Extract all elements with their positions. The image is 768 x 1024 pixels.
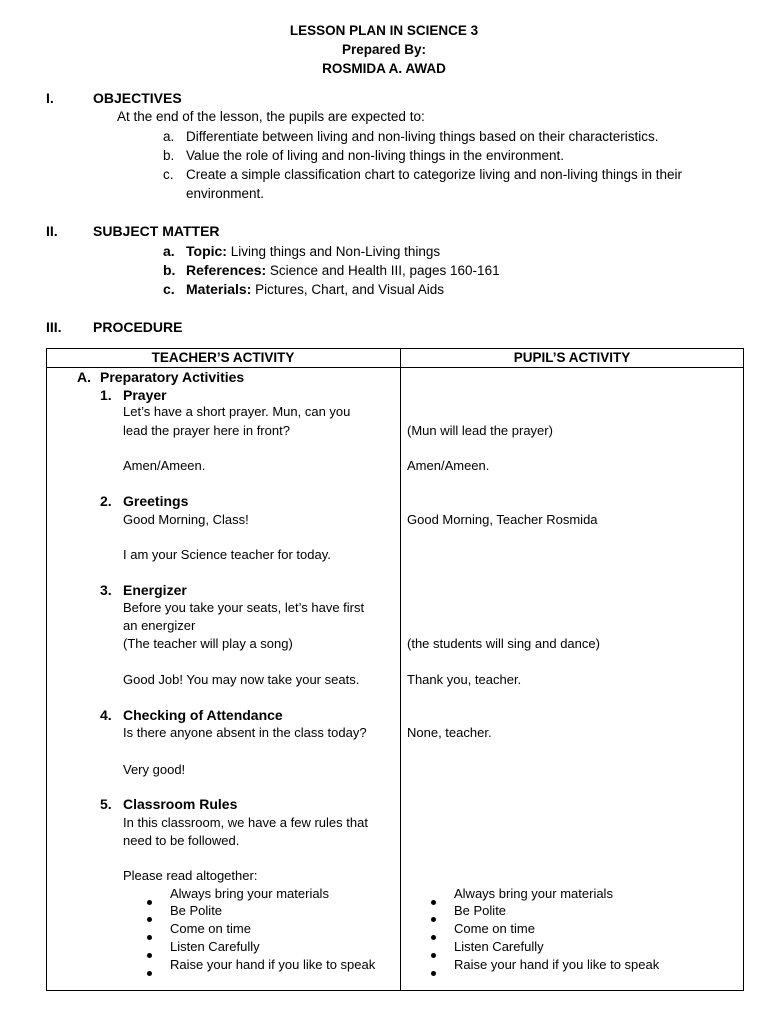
procedure-numeral: III. xyxy=(46,319,62,335)
step-title-energizer: Energizer xyxy=(123,582,187,598)
section-letter: A. xyxy=(77,369,91,385)
rule-item: Listen Carefully xyxy=(170,939,260,954)
pupil-rule-item: Be Polite xyxy=(454,903,507,918)
objective-text: Value the role of living and non-living things in the environment. xyxy=(186,148,564,163)
step-number: 3. xyxy=(100,582,112,598)
step-number: 5. xyxy=(100,796,112,812)
table-header-divider xyxy=(46,367,744,368)
rule-item: Be Polite xyxy=(170,903,223,918)
step-title-attendance: Checking of Attendance xyxy=(123,707,283,723)
subject-item-letter: b. xyxy=(163,262,176,278)
rule-item: Raise your hand if you like to speak xyxy=(170,957,376,972)
step-title-prayer: Prayer xyxy=(123,387,167,403)
prepared-by-label: Prepared By: xyxy=(341,42,427,57)
author-name: ROSMIDA A. AWAD xyxy=(322,61,446,76)
bullet-icon xyxy=(431,963,436,981)
teacher-line: need to be followed. xyxy=(123,833,240,848)
subject-item-label: Topic: xyxy=(186,243,227,259)
teacher-line: an energizer xyxy=(123,618,196,633)
subject-item-label: References: xyxy=(186,262,267,278)
pupil-rule-item: Always bring your materials xyxy=(454,886,613,901)
rule-item: Come on time xyxy=(170,921,251,936)
bullet-icon xyxy=(431,892,436,910)
subject-item-letter: c. xyxy=(163,281,175,297)
table-column-divider xyxy=(400,348,401,991)
bullet-icon xyxy=(147,892,152,910)
objective-text: Create a simple classification chart to categorize living and non-living things in their xyxy=(186,167,682,182)
pupil-line: (Mun will lead the prayer) xyxy=(407,423,553,438)
bullet-icon xyxy=(431,945,436,963)
subject-item-value: Science and Health III, pages 160-161 xyxy=(269,263,500,278)
objective-text: Differentiate between living and non-living things based on their characteristics. xyxy=(186,129,659,144)
subject-matter-numeral: II. xyxy=(46,223,58,239)
bullet-icon xyxy=(431,927,436,945)
pupil-rule-item: Listen Carefully xyxy=(454,939,544,954)
subject-item-label: Materials: xyxy=(186,281,252,297)
bullet-icon xyxy=(431,909,436,927)
bullet-icon xyxy=(147,927,152,945)
teacher-line: I am your Science teacher for today. xyxy=(123,547,331,562)
rule-item: Always bring your materials xyxy=(170,886,329,901)
teacher-line: Is there anyone absent in the class today? xyxy=(123,725,367,740)
step-number: 4. xyxy=(100,707,112,723)
pupil-line: Amen/Ameen. xyxy=(407,458,490,473)
pupil-line: Thank you, teacher. xyxy=(407,672,522,687)
teacher-line: Very good! xyxy=(123,762,186,777)
step-title-greetings: Greetings xyxy=(123,493,189,509)
teacher-line: In this classroom, we have a few rules that xyxy=(123,815,368,830)
subject-item-references xyxy=(186,262,500,278)
objective-letter: c. xyxy=(163,167,174,182)
teacher-activity-header: TEACHER’S ACTIVITY xyxy=(151,350,295,365)
pupil-line: Good Morning, Teacher Rosmida xyxy=(407,512,598,527)
step-number: 1. xyxy=(100,387,112,403)
bullet-icon xyxy=(147,963,152,981)
subject-item-materials xyxy=(186,281,444,297)
pupil-rule-item: Raise your hand if you like to speak xyxy=(454,957,660,972)
subject-item-letter: a. xyxy=(163,243,175,259)
procedure-heading: PROCEDURE xyxy=(93,319,183,335)
subject-matter-heading: SUBJECT MATTER xyxy=(93,223,220,239)
objective-letter: b. xyxy=(163,148,175,163)
objectives-heading: OBJECTIVES xyxy=(93,90,182,106)
section-title: Preparatory Activities xyxy=(100,369,245,385)
objective-text-continued: environment. xyxy=(186,186,265,201)
teacher-line: lead the prayer here in front? xyxy=(123,423,290,438)
step-number: 2. xyxy=(100,493,112,509)
pupil-line: (the students will sing and dance) xyxy=(407,636,600,651)
subject-item-value: Pictures, Chart, and Visual Aids xyxy=(255,282,444,297)
teacher-line: Before you take your seats, let’s have first xyxy=(123,600,365,615)
document-title: LESSON PLAN IN SCIENCE 3 xyxy=(289,23,479,38)
pupil-line: None, teacher. xyxy=(407,725,492,740)
objective-letter: a. xyxy=(163,129,175,144)
teacher-line: Good Morning, Class! xyxy=(123,512,249,527)
objectives-intro: At the end of the lesson, the pupils are expected to: xyxy=(117,109,425,124)
teacher-line: Good Job! You may now take your seats. xyxy=(123,672,360,687)
teacher-line: (The teacher will play a song) xyxy=(123,636,293,651)
pupil-rule-item: Come on time xyxy=(454,921,535,936)
teacher-line: Let’s have a short prayer. Mun, can you xyxy=(123,404,351,419)
pupil-activity-header: PUPIL’S ACTIVITY xyxy=(513,350,631,365)
subject-item-topic xyxy=(186,243,440,259)
teacher-line: Please read altogether: xyxy=(123,868,258,883)
objectives-numeral: I. xyxy=(46,90,54,106)
bullet-icon xyxy=(147,909,152,927)
step-title-classroom-rules: Classroom Rules xyxy=(123,796,238,812)
bullet-icon xyxy=(147,945,152,963)
subject-item-value: Living things and Non-Living things xyxy=(230,244,441,259)
teacher-line: Amen/Ameen. xyxy=(123,458,206,473)
